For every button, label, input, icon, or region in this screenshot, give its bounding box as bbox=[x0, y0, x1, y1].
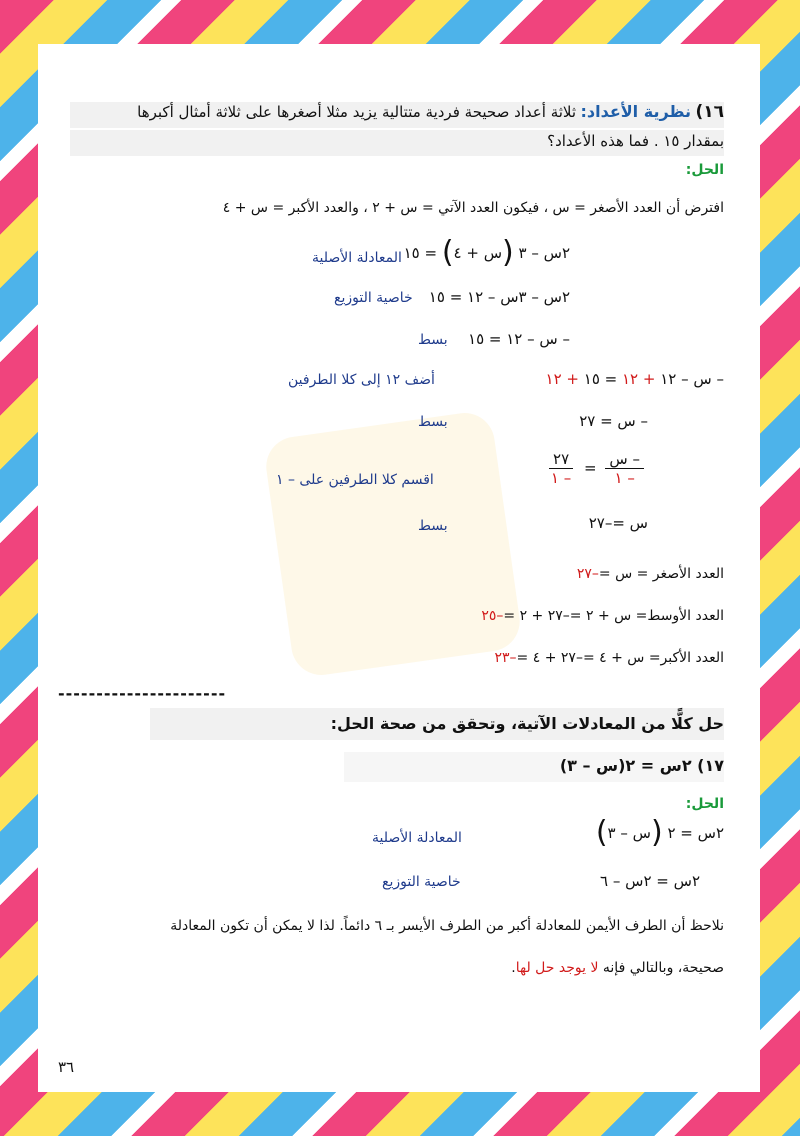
solution-label: الحل: bbox=[685, 796, 724, 812]
watermark-book-logo bbox=[262, 409, 523, 679]
equation-step: – س – ١٢ = ١٥ bbox=[468, 330, 570, 348]
result-smallest: العدد الأصغر = س =–٢٧ bbox=[576, 566, 724, 582]
equation-step: ٢س = ٢ (س – ٣) bbox=[595, 815, 724, 850]
step-label: أضف ١٢ إلى كلا الطرفين bbox=[288, 372, 435, 388]
page-number: ٣٦ bbox=[58, 1058, 75, 1076]
note-line1: نلاحظ أن الطرف الأيمن للمعادلة أكبر من الطرف الأيسر بـ ٦ دائماً. لذا لا يمكن أن تكون المعادلة bbox=[170, 918, 724, 934]
question-text: ثلاثة أعداد صحيحة فردية متتالية يزيد مثلا أصغرها على ثلاثة أمثال أكبرها bbox=[137, 103, 577, 121]
step-label: اقسم كلا الطرفين على – ١ bbox=[276, 472, 434, 488]
question-16-line2: بمقدار ١٥ . فما هذه الأعداد؟ bbox=[547, 132, 724, 150]
equation-step: – س = ٢٧ bbox=[579, 412, 648, 430]
note-line2: صحيحة، وبالتالي فإنه لا يوجد حل لها. bbox=[511, 960, 724, 976]
question-16-line1 bbox=[137, 102, 724, 122]
result-middle: العدد الأوسط= س + ٢ =–٢٧ + ٢ =–٢٥ bbox=[481, 608, 724, 624]
step-label: المعادلة الأصلية bbox=[372, 830, 462, 846]
result-largest: العدد الأكبر= س + ٤ =–٢٧ + ٤ =–٢٣ bbox=[494, 650, 724, 666]
equation-step: س =–٢٧ bbox=[588, 514, 648, 532]
step-label: بسط bbox=[418, 518, 448, 534]
divider: ---------------------- bbox=[58, 684, 227, 703]
assumption-text: افترض أن العدد الأصغر = س ، فيكون العدد الآتي = س + ٢ ، والعدد الأكبر = س + ٤ bbox=[222, 200, 724, 216]
question-number: ١٦) bbox=[695, 102, 724, 122]
solution-label: الحل: bbox=[685, 162, 724, 178]
equation-step: ٢س – ٣ (س + ٤) = ١٥ bbox=[403, 235, 570, 270]
question-equation: ٢س = ٢(س – ٣) bbox=[559, 756, 692, 775]
no-solution-text: لا يوجد حل لها bbox=[515, 960, 599, 976]
step-label: بسط bbox=[418, 414, 448, 430]
step-label: خاصية التوزيع bbox=[382, 874, 461, 890]
equation-step: – س – ١٢ + ١٢ = ١٥ + ١٢ bbox=[545, 370, 724, 388]
question-title: نظرية الأعداد: bbox=[580, 102, 691, 121]
step-label: المعادلة الأصلية bbox=[312, 250, 402, 266]
step-label: خاصية التوزيع bbox=[334, 290, 413, 306]
step-label: بسط bbox=[418, 332, 448, 348]
equation-step: ٢س – ٣س – ١٢ = ١٥ bbox=[428, 288, 570, 306]
equation-fraction: $\frac{\text{– س}}{- ١}$ = $\frac{٢٧}{- ١}$ bbox=[543, 450, 648, 487]
question-number: ١٧) bbox=[697, 756, 724, 775]
question-17 bbox=[560, 756, 724, 775]
equation-step: ٢س = ٢س – ٦ bbox=[600, 872, 700, 890]
page bbox=[38, 44, 760, 1092]
instruction-text: حل كلًّا من المعادلات الآتية، وتحقق من صحة الحل: bbox=[330, 714, 724, 733]
